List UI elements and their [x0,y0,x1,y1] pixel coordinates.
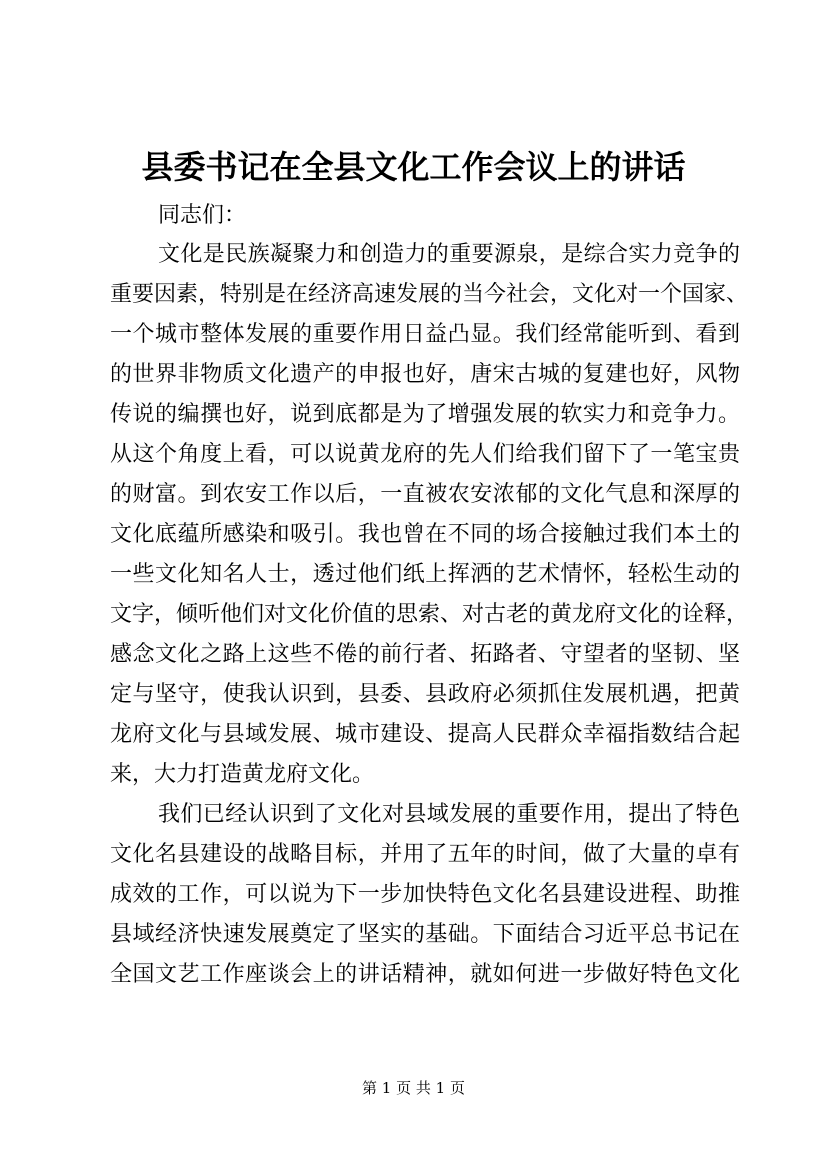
paragraph-1-line: 重要因素，特别是在经济高速发展的当今社会，文化对一个国家、 [110,282,749,307]
paragraph-2-line: 我们已经认识到了文化对县域发展的重要作用，提出了特色 [158,802,740,827]
paragraph-1-line: 传说的编撰也好，说到底都是为了增强发展的软实力和竞争力。 [110,402,740,427]
page-footer: 第 1 页 共 1 页 [362,1079,465,1097]
paragraph-1-line: 龙府文化与县域发展、城市建设、提高人民群众幸福指数结合起 [110,722,740,747]
paragraph-2-line: 全国文艺工作座谈会上的讲话精神，就如何进一步做好特色文化 [110,962,740,987]
paragraph-1-line: 的财富。到农安工作以后，一直被农安浓郁的文化气息和深厚的 [110,482,740,507]
paragraph-1-line: 文字，倾听他们对文化价值的思索、对古老的黄龙府文化的诠释， [110,602,749,627]
paragraph-1-line: 感念文化之路上这些不倦的前行者、拓路者、守望者的坚韧、坚 [110,642,740,667]
document-title: 县委书记在全县文化工作会议上的讲话 [141,148,686,186]
paragraph-1-line: 来，大力打造黄龙府文化。 [110,762,375,787]
paragraph-2-line: 成效的工作，可以说为下一步加快特色文化名县建设进程、助推 [110,882,740,907]
paragraph-1-line: 文化是民族凝聚力和创造力的重要源泉，是综合实力竞争的 [158,242,740,267]
salutation: 同志们： [158,203,247,228]
paragraph-2-line: 文化名县建设的战略目标，并用了五年的时间，做了大量的卓有 [110,842,740,867]
paragraph-1-line: 一些文化知名人士，透过他们纸上挥洒的艺术情怀，轻松生动的 [110,562,740,587]
paragraph-1-line: 定与坚守，使我认识到，县委、县政府必须抓住发展机遇，把黄 [110,682,740,707]
document-body [110,239,749,999]
paragraph-2-line: 县域经济快速发展奠定了坚实的基础。下面结合习近平总书记在 [110,922,740,947]
paragraph-1-line: 的世界非物质文化遗产的申报也好，唐宋古城的复建也好，风物 [110,362,740,387]
paragraph-1-line: 文化底蕴所感染和吸引。我也曾在不同的场合接触过我们本土的 [110,522,740,547]
paragraph-1-line: 一个城市整体发展的重要作用日益凸显。我们经常能听到、看到 [110,322,740,347]
paragraph-1-line: 从这个角度上看，可以说黄龙府的先人们给我们留下了一笔宝贵 [110,442,740,467]
